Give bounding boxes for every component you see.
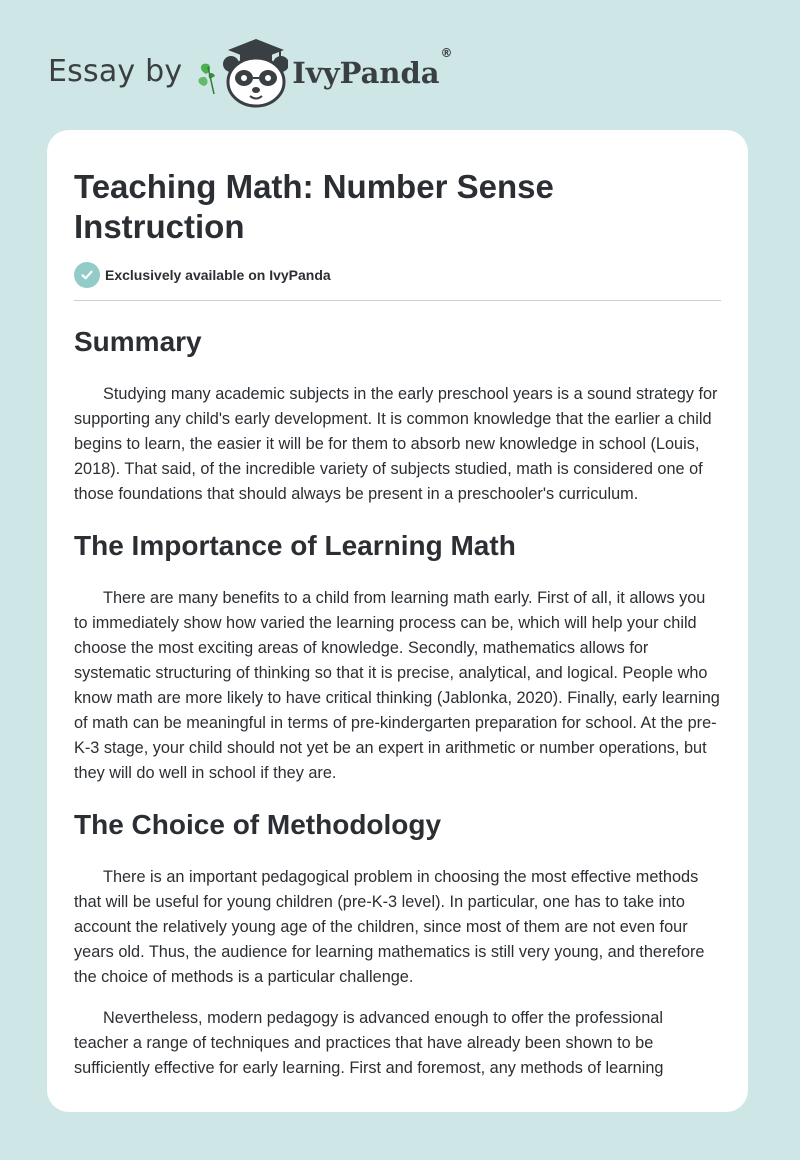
essay-card [47,130,748,1112]
checkmark-icon [74,262,100,288]
exclusive-badge-text: Exclusively available on IvyPanda [105,267,331,283]
section-heading: The Choice of Methodology [74,809,442,840]
exclusive-badge [74,262,721,288]
ivypanda-logo-icon [196,34,288,108]
section-heading: Summary [74,326,202,357]
section-paragraph: There is an important pedagogical problem in choosing the most effective methods that will be useful for young children (pre-K-3 level). In particular, one has to take into account the relatively young age of the children, since most of them are not even four years old. Thus, the audience for learning mathematics is still very young, and therefore the choice of methods is a particular challenge. [74,868,705,986]
brand-name: IvyPanda® [292,46,453,90]
essay-title: Teaching Math: Number Sense Instruction [74,168,554,245]
brand-prefix: Essay by [48,53,183,89]
section-paragraph: Nevertheless, modern pedagogy is advanced enough to offer the professional teacher a range of techniques and practices that have already been shown to be sufficiently effective for early learning. First and foremost, any methods of learning [74,1009,664,1077]
section-summary [74,325,721,507]
section-paragraph: There are many benefits to a child from learning math early. First of all, it allows you to immediately show how varied the learning process can be, which will help your child choose the most exciting areas of knowledge. Secondly, mathematics allows for systematic structuring of thinking so that it is precise, analytical, and logical. People who know math are more likely to have critical thinking (Jablonka, 2020). Finally, early learning of math can be meaningful in terms of pre-kindergarten preparation for school. At the pre-K-3 stage, your child should not yet be an expert in arithmetic or number operations, but they will do well in school if they are. [74,589,720,782]
section-heading: The Importance of Learning Math [74,530,516,561]
brand-header [48,34,453,108]
section-importance [74,529,721,786]
title-divider [74,300,721,301]
registered-mark: ® [440,46,453,60]
section-methodology [74,808,721,1081]
section-paragraph: Studying many academic subjects in the early preschool years is a sound strategy for supporting any child's early development. It is common knowledge that the earlier a child begins to learn, the easier it will be for them to absorb new knowledge in school (Louis, 2018). That said, of the incredible variety of subjects studied, math is considered one of those foundations that should always be present in a preschooler's curriculum. [74,385,718,503]
